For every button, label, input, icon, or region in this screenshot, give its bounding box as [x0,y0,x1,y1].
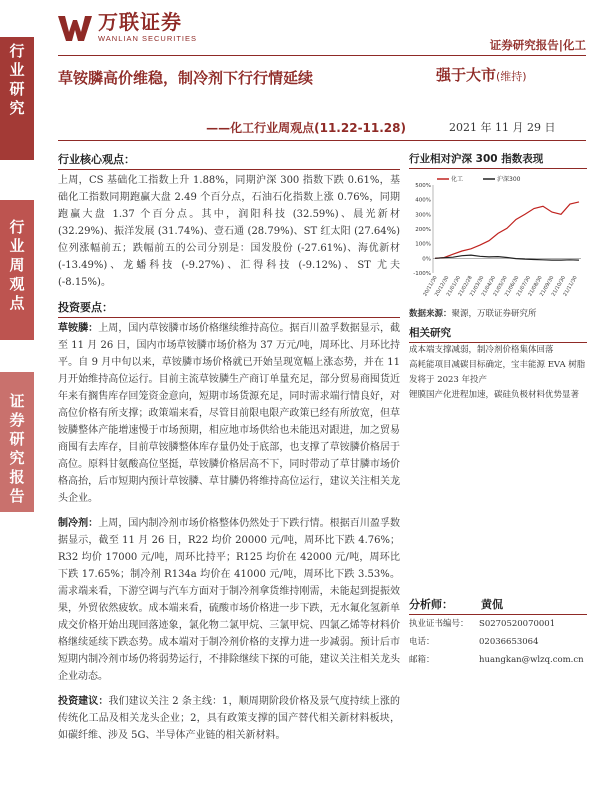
x-tick-label: 21/01/30 [445,275,463,298]
analyst-row: 电话： 02036653064 [409,637,539,647]
analyst-row[interactable]: 邮箱： huangkan@wlzq.com.cn [409,655,584,665]
related-research-item[interactable]: 高耗能项目减碳目标确定，宝丰能源 EVA 树脂发将于 2023 年投产 [409,360,586,385]
series-line-0 [435,202,579,258]
refrigerant-label: 制冷剂： [58,518,99,529]
sidebar-block-weekly-view: 行 业 周 观 点 [0,200,34,340]
investment-advice-text: 我们建议关注 2 条主线：1，顺周期阶段价格及景气度持续上涨的传统化工品及相关龙头企业；2，具有政策支撑的国产替代相关新材料板块，如碳纤维、涉及 5G、半导体产业链的相关新材料。 [58,696,400,741]
logo-mark-icon [58,14,92,42]
legend-label: 沪深300 [497,176,521,183]
x-tick-label: 21/04/30 [480,275,498,298]
rating [436,64,527,85]
report-subtitle: ——化工行业周观点(11.22-11.28) [206,121,406,135]
analyst-row: 执业证书编号： S0270520070001 [409,619,556,629]
chart-heading: 行业相对沪深 300 指数表现 [409,151,587,169]
glufosinate-text: 上周，国内草铵膦市场价格继续维持高位。据百川盈孚数据显示，截至 11 月 26 日，国内市场草铵膦市场价格为 37 万元/吨，周环比、月环比持平。自 9 月中旬以来，草铵膦市场价格就已开始呈现宽幅上涨态势，并在 11 月开始维持高位运行。目前主流草铵膦生产商订单量充足，部分贸易商囤货近年来有搁售库存回笼资金意向，短期市场货源充足，同时需求端行情良好，对高位价格有所支撑；政策端来看，尽管目前限电限产政策已经有所放宽，但草铵膦整体产能增速慢于市场预期，相应地市场供给也未能迅对跟进，加之贸易商囤有去库存，目前草铵膦整体库存量仍处于底部，也支撑了草铵膦价格居于高位。原料甘氨酸高位坚挺，草铵膦价格居高不下，同时带动了草甘膦市场价格高抬，后市短期内预计草铵膦、草甘膦仍将维持高位运行，建议关注相关龙头企业。 [58,323,401,504]
chart-source [409,307,587,319]
y-tick-label: -100% [413,271,431,277]
x-tick-label: 21/08/30 [527,275,544,298]
rating-note: (维持) [496,70,527,83]
x-tick-label: 21/02/28 [457,275,474,298]
rating-value: 强于大市 [436,66,497,84]
x-tick-label: 21/06/30 [503,275,521,298]
header-divider [58,55,586,56]
glufosinate-label: 草铵膦： [58,323,99,334]
refrigerant-paragraph [58,515,400,685]
x-tick-label: 21/10/30 [550,275,568,298]
report-date: 2021 年 11 月 29 日 [449,121,556,134]
y-tick-label: 400% [415,197,431,204]
glufosinate-paragraph [58,320,400,507]
report-title: 草铵膦高价维稳，制冷剂下行行情延续 [58,69,314,87]
related-research-heading: 相关研究 [409,325,587,343]
performance-chart [409,173,587,303]
sidebar-block-industry-research: 行 业 研 究 [0,37,34,160]
x-tick-label: 21/05/30 [492,275,509,298]
x-tick-label: 21/07/30 [515,275,533,298]
title-divider [58,140,586,141]
investment-points-heading: 投资要点： [58,299,400,318]
y-tick-label: 500% [415,183,431,189]
analyst-block [409,596,587,669]
core-view-heading: 行业核心观点： [58,151,400,170]
x-tick-label: 20/12/30 [433,275,451,298]
logo-chinese-name: 万联证券 [98,10,182,34]
company-logo [58,12,197,43]
main-content [58,151,400,744]
related-research-item[interactable]: 成本端支撑减弱，制冷剂价格集体回落 [409,345,554,355]
analyst-heading [409,596,587,615]
core-view-text: 上周，CS 基础化工指数上升 1.88%，同期沪深 300 指数下跌 0.61%，基础化工指数同期跑赢大盘 2.49 个百分点，石油石化指数上涨 0.76%，同期跑赢大盘 1.37 个百分点。其中，润阳科技 (32.59%)、晨光新材 (32.29%)、振洋发展 (31.74%)、壹石通 (28.79%)、ST 红太阳 (27.64%) 位列涨幅前五；跌幅前五的公司分别是：国发股份 (-27.61%)、海优新材 (-13.49%)、龙蟠科技 (-9.27%)、汇得科技 (-9.12%)、ST 尤夫 (-8.15%)。 [58,175,400,288]
performance-chart-svg [409,173,587,303]
y-tick-label: 300% [415,212,431,219]
related-research-item[interactable]: 锂膜国产化进程加速，碳硅负极材料优势显著 [409,390,580,400]
x-tick-label: 20/11/30 [422,275,439,298]
report-type: 证券研究报告|化工 [489,38,586,52]
y-tick-label: 200% [415,227,431,233]
y-tick-label: 0% [422,256,431,263]
investment-advice-label: 投资建议： [58,696,109,707]
investment-advice-paragraph [58,693,400,744]
logo-english-name: WANLIAN SECURITIES [98,34,197,43]
legend-label: 化工 [451,176,464,183]
x-tick-label: 21/11/30 [562,275,579,298]
sidebar-block-securities-report: 证 券 研 究 报 告 [0,372,34,512]
chart-source-label: 数据来源： [409,309,452,319]
right-column [409,151,587,403]
analyst-label: 分析师： [409,598,453,611]
y-tick-label: 100% [415,241,431,248]
series-line-1 [435,255,579,260]
chart-source-text: 聚源，万联证券研究所 [451,309,537,319]
x-tick-label: 21/03/30 [468,275,486,298]
refrigerant-text: 上周，国内制冷剂市场价格整体仍然处于下跌行情。根据百川盈孚数据显示，截至 11 月 26 日，R22 均价 20000 元/吨，周环比下跌 4.76%；R32 均价 17000 元/吨，周环比持平；R125 均价在 42000 元/吨，周环比下跌 17.65%；制冷剂 R134a 均价在 41000 元/吨，周环比下跌 3.53%。需求端来看，下游空调与汽车方面对于制冷剂拿货维持刚需，未能起到提振效果，外贸依然疲软。成本端来看，硫酸市场价格进一步下跌，无水氟化氢新单成交价格开始出现回落迹象，氯化物二氯甲烷、三氯甲烷、四氯乙烯等材料价格继续延续下跌态势。成本端对于制冷剂价格的支撑力进一步减弱。预计后市短期内制冷剂市场仍将弱势运行，不排除继续下探的可能，建议关注相关龙头企业动态。 [58,518,401,682]
x-tick-label: 21/09/30 [538,275,556,298]
analyst-name: 黄侃 [481,598,503,611]
